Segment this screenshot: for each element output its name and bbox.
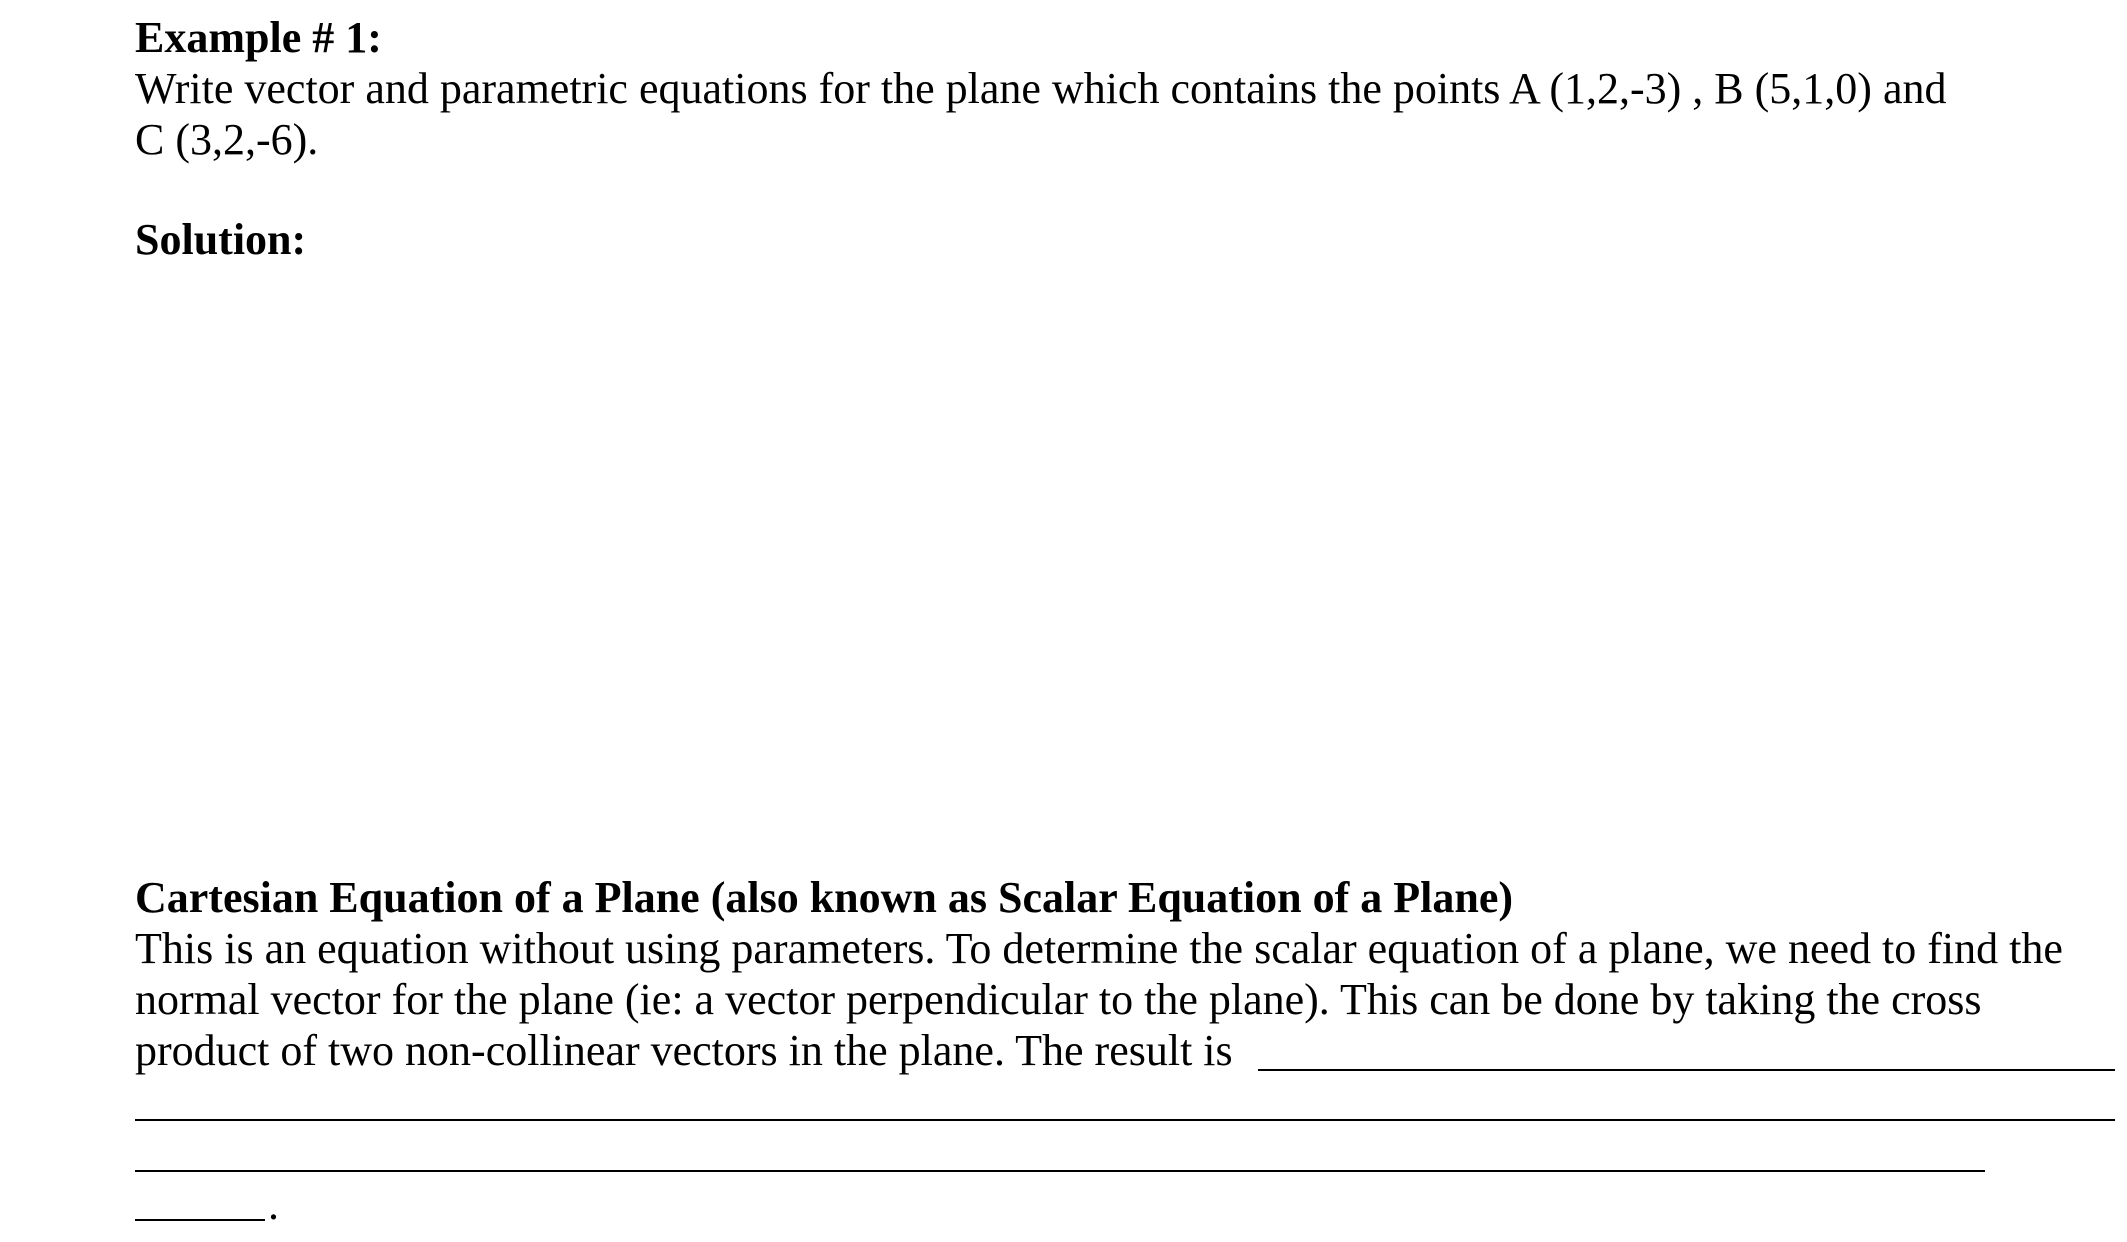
answer-blank-4 bbox=[135, 1219, 265, 1221]
answer-blank-2 bbox=[135, 1119, 2115, 1121]
answer-blank-3 bbox=[135, 1170, 1985, 1172]
solution-heading: Solution: bbox=[135, 215, 307, 264]
question-line-2: C (3,2,-6). bbox=[135, 115, 319, 164]
cartesian-body-line-1: This is an equation without using parameters. To determine the scalar equation of a plane, we need to find the bbox=[135, 924, 2063, 973]
end-period: . bbox=[268, 1180, 279, 1229]
cartesian-heading: Cartesian Equation of a Plane (also known as Scalar Equation of a Plane) bbox=[135, 873, 1514, 922]
question-line-1: Write vector and parametric equations for the plane which contains the points A (1,2,-3) , B (5,1,0) and bbox=[135, 64, 1947, 113]
solution-workspace bbox=[135, 275, 2115, 855]
answer-blank-1 bbox=[1258, 1069, 2115, 1071]
cartesian-body-line-2: normal vector for the plane (ie: a vector perpendicular to the plane). This can be done by taking the cross bbox=[135, 975, 1982, 1024]
cartesian-body-line-3: product of two non-collinear vectors in the plane. The result is bbox=[135, 1026, 1233, 1075]
example-heading: Example # 1: bbox=[135, 13, 382, 62]
